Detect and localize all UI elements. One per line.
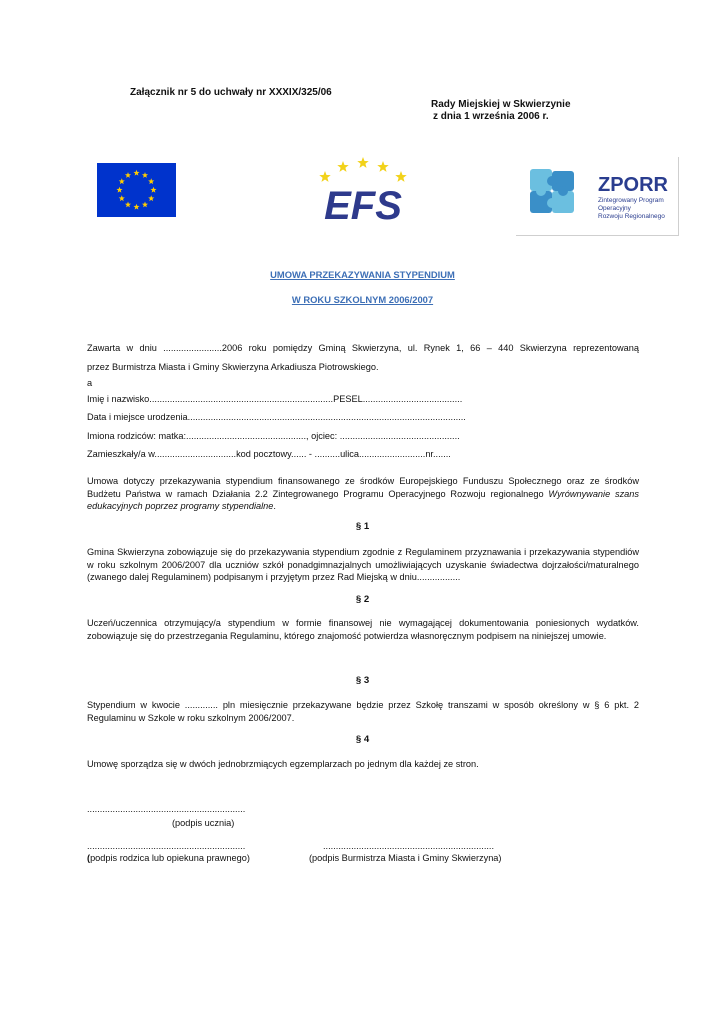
council-name: Rady Miejskiej w Skwierzynie — [431, 99, 571, 110]
section-2-text: Uczeń/uczennica otrzymujący/a stypendium w formie finansowej nie wymagającej dokumentowania poniesionych wydatków. zobowiązuje się do przestrzegania Regulaminu, którego znajomość potwierdza własnoręcznym podpisem na niniejszej umowie. — [87, 618, 639, 641]
efs-logo-text: EFS — [324, 184, 402, 225]
resolution-date: z dnia 1 września 2006 r. — [433, 111, 549, 122]
parent-signature-line: .............................................................. — [87, 841, 246, 851]
section-4-heading: § 4 — [355, 734, 370, 745]
mayor-signature-label: (podpis Burmistrza Miasta i Gminy Skwierzyna) — [309, 853, 502, 863]
intro-line-1: Zawarta w dniu .......................2006 roku pomiędzy Gminą Skwierzyna, ul. Rynek 1, 66 – 440 Skwierzyna reprezentowaną — [87, 343, 639, 353]
parent-label-text: podpis rodzica lub opiekuna prawnego) — [90, 853, 250, 863]
zporr-logo — [516, 157, 679, 236]
efs-star-icon — [319, 171, 330, 182]
section-3-text: Stypendium w kwocie ............. pln miesięcznie przekazywane będzie przez Szkołę transzami w sposób określony w § 6 pkt. 2 Regulaminu w Szkole w roku szkolnym 2006/2007. — [87, 700, 639, 723]
zporr-sub2: Operacyjny — [598, 205, 631, 212]
efs-star-icon — [377, 161, 388, 172]
parent-signature-label — [87, 852, 250, 865]
intro-a: a — [87, 378, 93, 388]
zporr-sub1: Zintegrowany Program — [598, 197, 664, 204]
section-3-heading: § 3 — [355, 675, 370, 686]
subject-end: . — [273, 501, 276, 512]
mayor-signature-line: ................................................................... — [323, 841, 495, 851]
field-parents: Imiona rodziców: matka:..............................................., ojciec: ............................................... — [87, 431, 460, 441]
zporr-title: ZPORR — [598, 174, 668, 196]
subject-italic: Wyrównywanie szans edukacyjnych poprzez programy stypendialne — [87, 488, 639, 512]
subject-paragraph — [87, 475, 639, 513]
subject-text: Umowa dotyczy przekazywania stypendium finansowanego ze środków Europejskiego Funduszu Społecznego oraz ze środków Budżetu Państwa w ramach Działania 2.2 Zintegrowanego Programu Operacyjnego Rozwoju regionalnego — [87, 476, 639, 499]
student-signature-line: .............................................................. — [87, 804, 246, 814]
field-name-pesel: Imię i nazwisko........................................................................PESEL....................................... — [87, 394, 463, 404]
attachment-heading: Załącznik nr 5 do uchwały nr XXXIX/325/06 — [130, 87, 332, 98]
student-signature-label: (podpis ucznia) — [172, 818, 235, 828]
efs-star-icon — [357, 157, 368, 168]
efs-star-icon — [337, 161, 348, 172]
eu-flag-logo — [97, 163, 176, 217]
contract-title: UMOWA PRZEKAZYWANIA STYPENDIUM — [270, 269, 455, 280]
section-1-heading: § 1 — [355, 521, 370, 532]
puzzle-icon — [530, 169, 574, 213]
zporr-sub3: Rozwoju Regionalnego — [598, 213, 665, 220]
field-birth: Data i miejsce urodzenia............................................................................................................. — [87, 412, 466, 422]
intro-line-2: przez Burmistrza Miasta i Gminy Skwierzyna Arkadiusza Piotrowskiego. — [87, 362, 379, 372]
section-4-text: Umowę sporządza się w dwóch jednobrzmiących egzemplarzach po jednym dla każdej ze stron. — [87, 759, 479, 769]
field-address: Zamieszkały/a w................................kod pocztowy...... - ..........ulica..........................nr....... — [87, 449, 451, 459]
section-1-text: Gmina Skwierzyna zobowiązuje się do przekazywania stypendium zgodnie z Regulaminem przyznawania i przekazywania stypendiów w roku szkolnym 2006/2007 dla uczniów szkół ponadgimnazjalnych umożliwiających uzyskanie świadectwa dojrzałości/maturalnego (zwanego dalej Regulaminem) podpisanym i przyjętym przez Rad Miejską w dniu................. — [87, 547, 639, 583]
parent-paren: ( — [87, 853, 91, 863]
section-2-heading: § 2 — [355, 594, 370, 605]
efs-logo — [313, 155, 413, 225]
contract-year: W ROKU SZKOLNYM 2006/2007 — [291, 294, 434, 305]
efs-star-icon — [395, 171, 406, 182]
